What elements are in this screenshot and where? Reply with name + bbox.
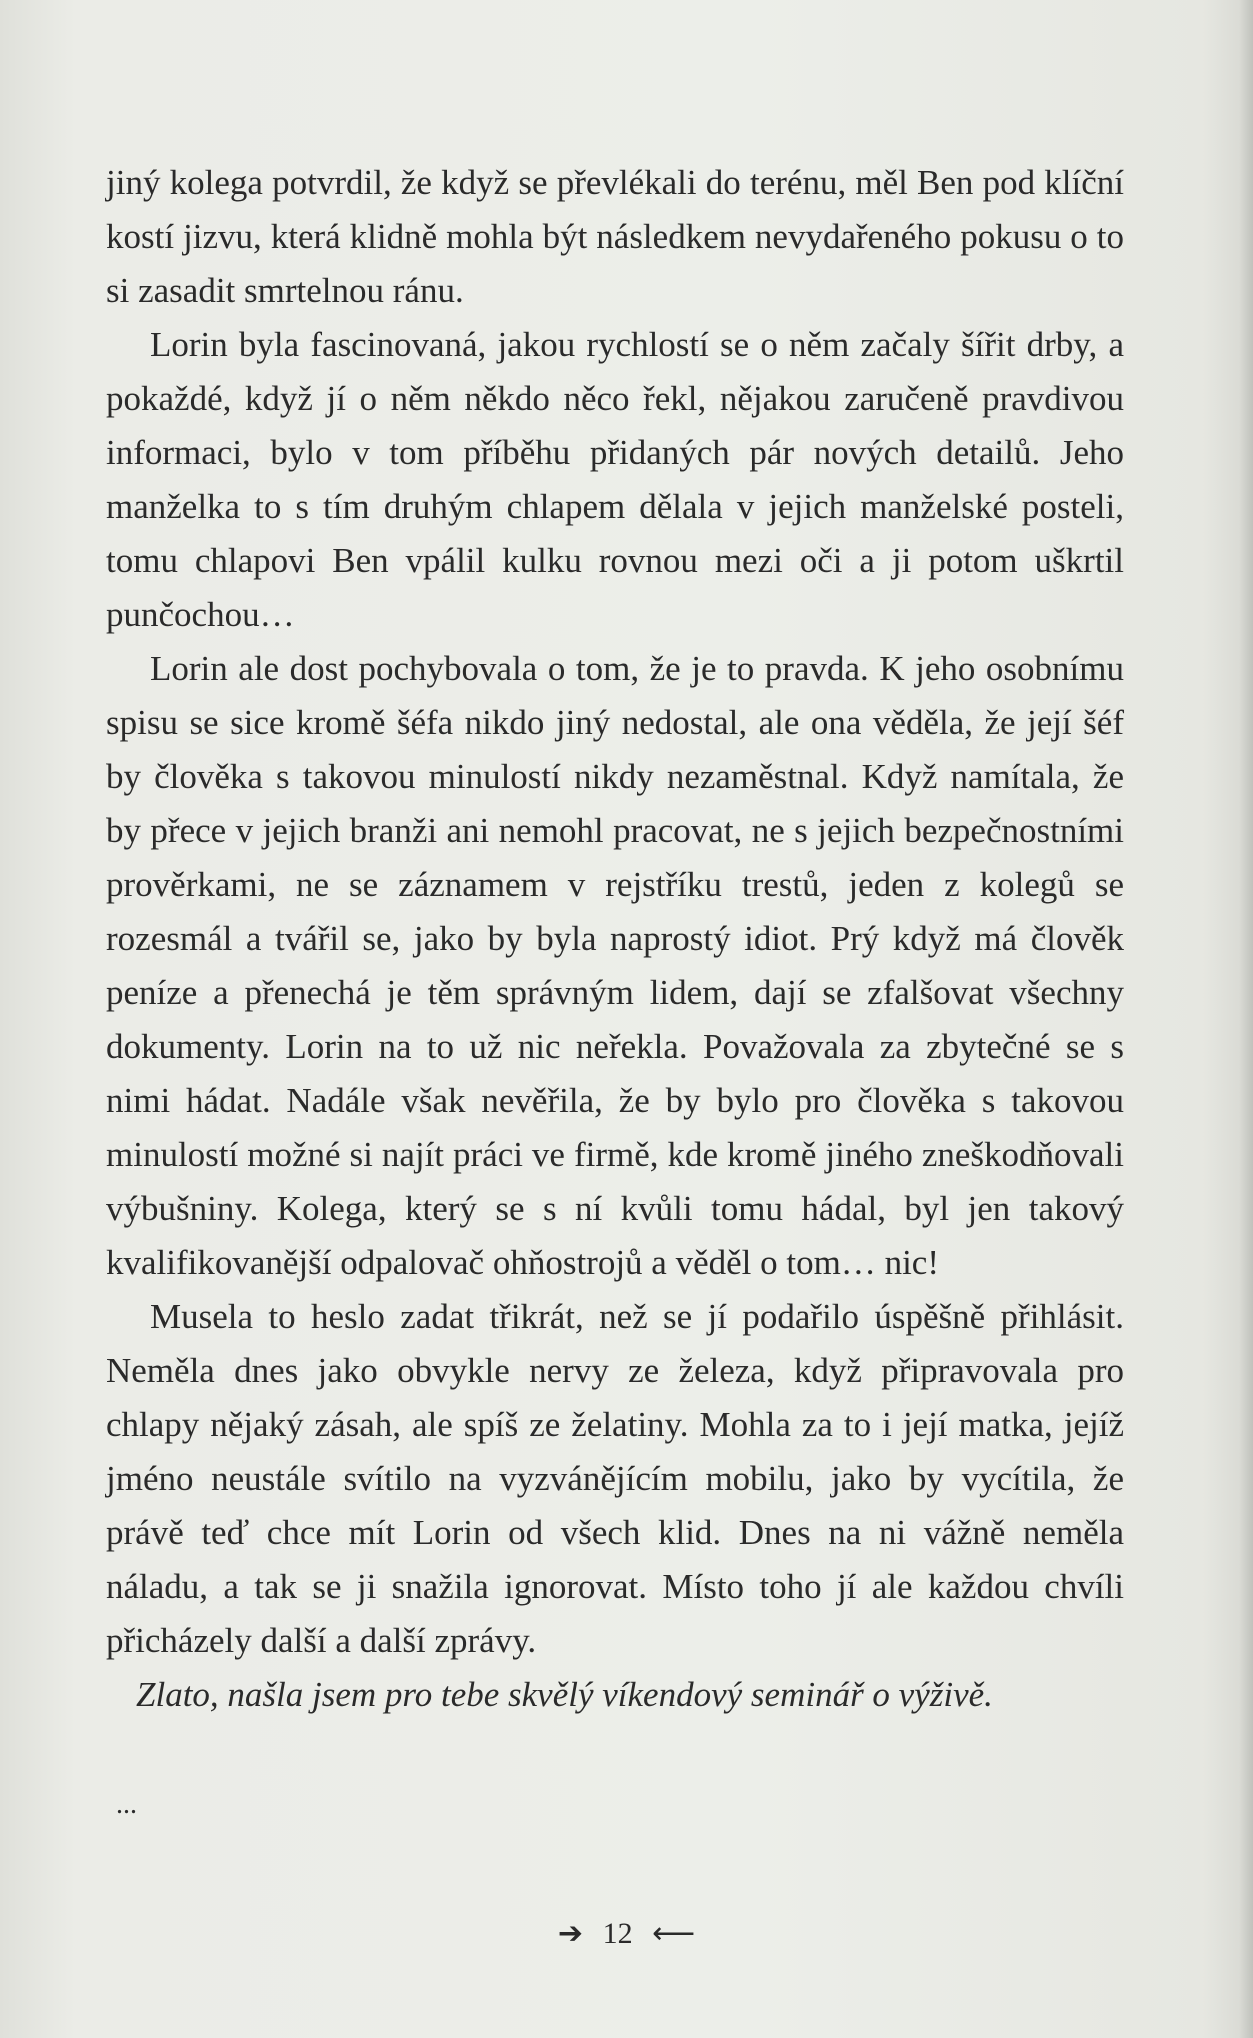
page-number: 12 [602, 1917, 633, 1951]
folio-right-arrow-icon: ⟵ [652, 1916, 696, 1952]
paragraph-2: Lorin byla fascinovaná, jakou rychlostí se o něm začaly šířit drby, a pokaždé, když jí o něm někdo něco řekl, nějakou zaručeně pravdivou informaci, bylo v tom příběhu přidaných pár nových detailů. Jeho manželka to s tím druhým chlapem dělala v jejich manželské posteli, tomu chlapovi Ben vpálil kulku rovnou mezi oči a ji potom uškrtil punčochou… [106, 325, 1124, 634]
paragraph-1: jiný kolega potvrdil, že když se převlékali do terénu, měl Ben pod klíční kostí jizvu, která klidně mohla být následkem nevydařeného pokusu o to si zasadit smrtelnou ránu. [106, 163, 1124, 310]
body-text [106, 156, 1124, 1722]
page-edge-shadow [1239, 0, 1253, 2038]
paragraph-5-italic-message: Zlato, našla jsem pro tebe skvělý víkendový seminář o výživě. [136, 1675, 993, 1714]
paragraph-4: Musela to heslo zadat třikrát, než se jí podařilo úspěšně přihlásit. Neměla dnes jako obvykle nervy ze železa, když připravovala pro chlapy nějaký zásah, ale spíš ze želatiny. Mohla za to i její matka, jejíž jméno neustále svítilo na vyzvánějícím mobilu, jako by vycítila, že právě teď chce mít Lorin od všech klid. Dnes na ni vážně neměla náladu, a tak se ji snažila ignorovat. Místo toho jí ale každou chvíli přicházely další a další zprávy. [106, 1297, 1124, 1660]
folio-left-arrow-icon: ➔ [557, 1916, 584, 1952]
page-number-footer [0, 1912, 1253, 1954]
paragraph-3: Lorin ale dost pochybovala o tom, že je to pravda. K jeho osobnímu spisu se sice kromě šéfa nikdo jiný nedostal, ale ona věděla, že její šéf by člověka s takovou minulostí nikdy nezaměstnal. Když namítala, že by přece v jejich branži ani nemohl pracovat, ne s jejich bezpečnostními prověrkami, ne se záznamem v rejstříku trestů, jeden z kolegů se rozesmál a tvářil se, jako by byla naprostý idiot. Prý když má člověk peníze a přenechá je těm správným lidem, dají se zfalšovat všechny dokumenty. Lorin na to už nic neřekla. Považovala za zbytečné se s nimi hádat. Nadále však nevěřila, že by bylo pro člověka s takovou minulostí možné si najít práci ve firmě, kde kromě jiného zneškodňovali výbušniny. Kolega, který se s ní kvůli tomu hádal, byl jen takový kvalifikovanější odpalovač ohňostrojů a věděl o tom… nic! [106, 649, 1124, 1282]
trailing-ellipsis: ... [116, 1789, 137, 1820]
